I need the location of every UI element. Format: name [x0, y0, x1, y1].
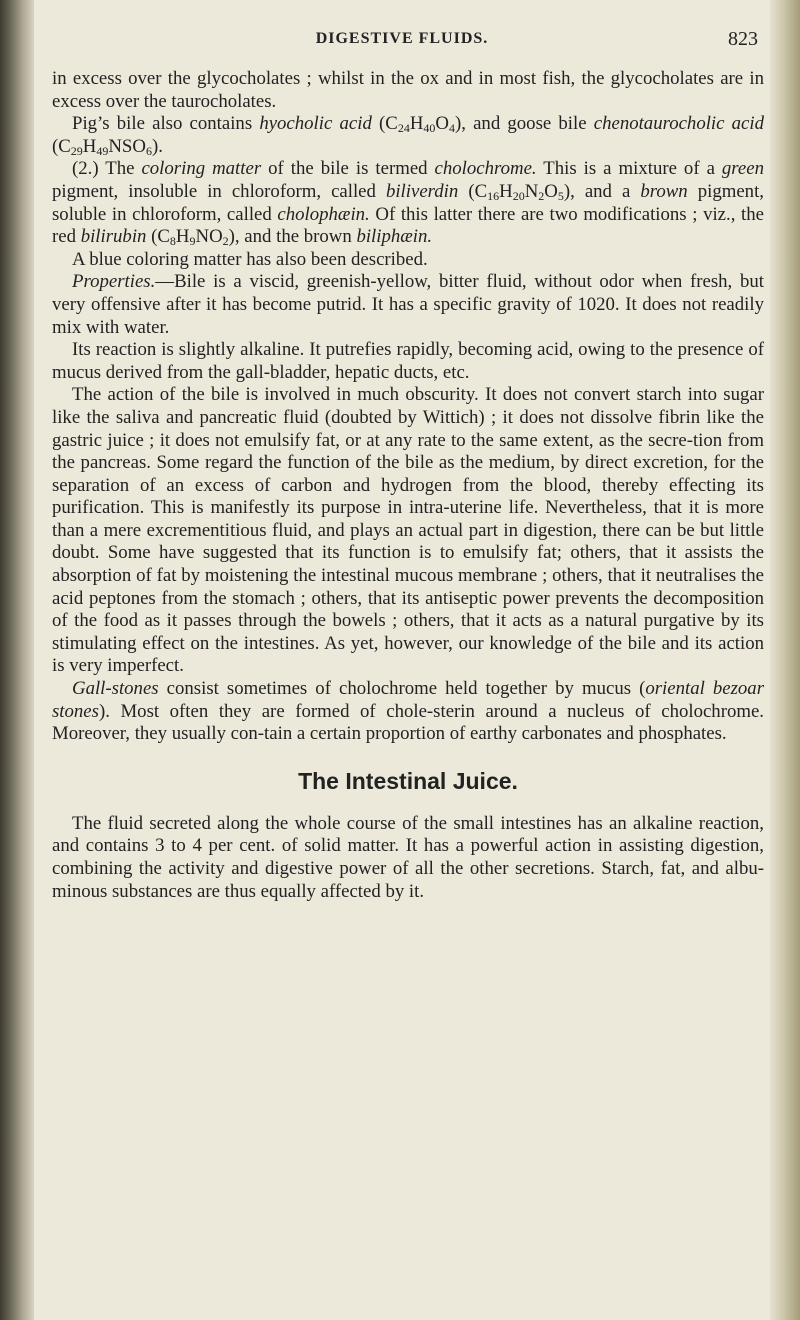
page-number: 823: [728, 28, 758, 50]
page-edge-right: [770, 0, 800, 1320]
paragraph-blue-coloring: A blue coloring matter has also been described.: [72, 248, 428, 270]
running-title: DIGESTIVE FLUIDS.: [315, 30, 489, 47]
paragraph-properties: Properties.—Bile is a viscid, greenish-yellow, bitter fluid, without odor when fresh, but very offensive after it has become putrid. It has a specific gravity of 1020. It does not readily mix with water.: [52, 271, 764, 338]
paragraph-reaction: Its reaction is slightly alkaline. It putrefies rapidly, becoming acid, owing to the presence of mucus derived from the gall-bladder, hepatic ducts, etc.: [52, 339, 764, 383]
paragraph-intestinal-juice: The fluid secreted along the whole course of the small intestines has an alkaline reaction, and contains 3 to 4 per cent. of solid matter. It has a powerful action in assisting digestion, combining the activity and digestive power of all the other secretions. Starch, fat, and albu-minous substances are thus equally affected by it.: [52, 812, 764, 902]
paragraph-glycocholates: in excess over the glycocholates ; whilst in the ox and in most fish, the glycocholates are in excess over the taurocholates.: [52, 68, 764, 112]
page-body: [52, 68, 764, 903]
book-page: [34, 0, 770, 1320]
paragraph-action-of-bile: The action of the bile is involved in much obscurity. It does not convert starch into sugar like the saliva and pancreatic fluid (doubted by Wittich) ; it does not dissolve fibrin like the gastric juice ; it does not emulsify fat, or at any rate to the same extent, as the secre-tion from the pancreas. Some regard the function of the bile as the medium, by direct excretion, for the separation of an excess of carbon and hydrogen from the blood, thereby effecting its purification. This is manifestly its purpose in intra-uterine life. Nevertheless, that it is more than a mere excrementitious fluid, and plays an actual part in digestion, there can be but little doubt. Some have suggested that its function is to emulsify fat; others, that it assists the absorption of fat by moistening the intestinal mucous membrane ; others, that it neutralises the acid peptones from the stomach ; others, that its antiseptic power prevents the decomposition of the food as it passes through the bowels ; others, that it acts as a natural purgative by its stimulating effect on the intestines. As yet, however, our knowledge of the bile and its action is very imperfect.: [52, 384, 764, 677]
paragraph-coloring-matter: (2.) The coloring matter of the bile is termed cholochrome. This is a mixture of a green pigment, insoluble in chloroform, called biliverdin $(C_{16}H_{20}N_2O_5)$, and a brown pigment, soluble in chloroform, called cholophæin. Of this latter there are two modifications ; viz., the red bilirubin $(C_8H_9NO_2)$, and the brown biliphæin.: [52, 158, 764, 249]
paragraph-pigs-bile: Pig’s bile also contains hyocholic acid $(C_{24}H_{40}O_4)$, and goose bile chenotaurocholic acid $(C_{29}H_{49}NSO_6)$.: [52, 113, 765, 158]
page-binding-edge-left: [0, 0, 34, 1320]
section-heading: The Intestinal Juice.: [298, 767, 518, 794]
paragraph-gall-stones: Gall-stones consist sometimes of cholochrome held together by mucus (oriental bezoar stones). Most often they are formed of chole-sterin around a nucleus of cholochrome. Moreover, they usually con-tain a certain proportion of earthy carbonates and phosphates.: [52, 678, 765, 745]
